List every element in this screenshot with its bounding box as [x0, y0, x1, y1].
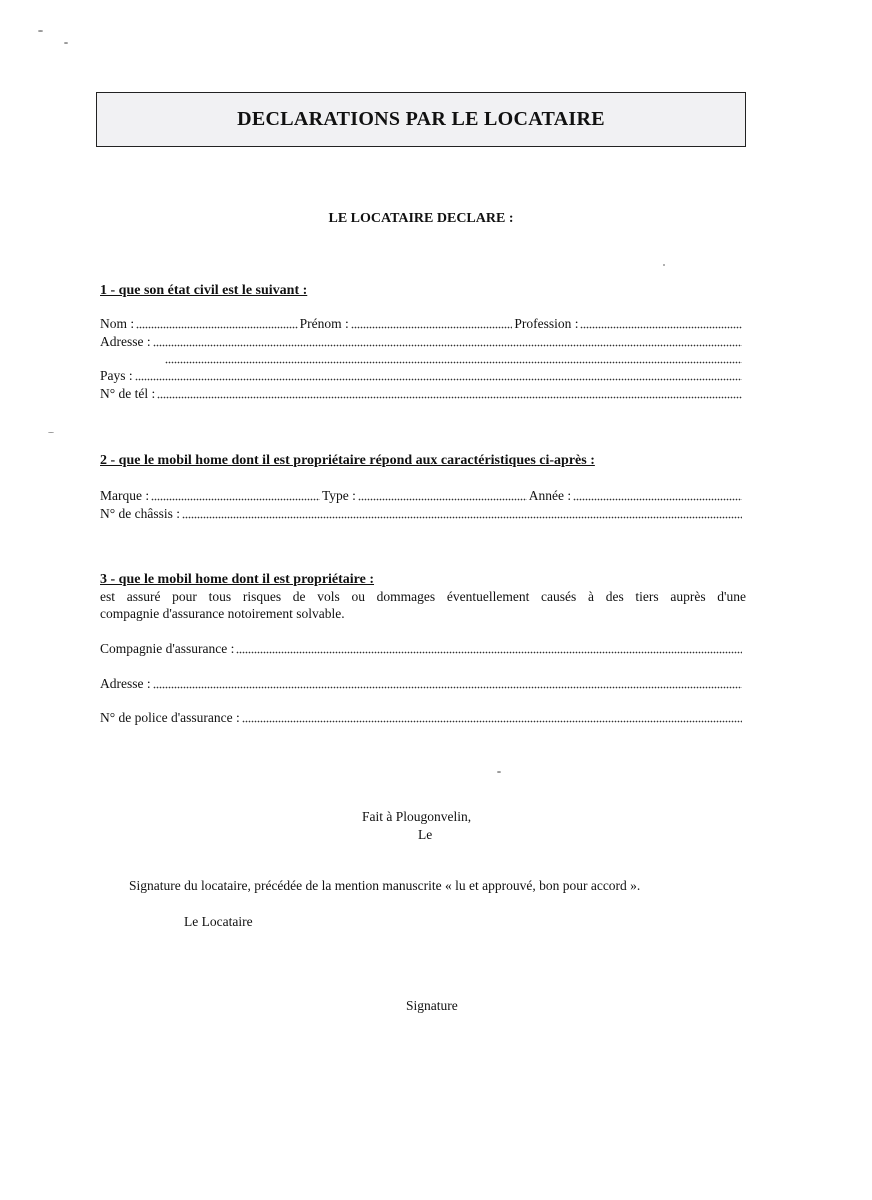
annee-field[interactable]	[573, 498, 742, 501]
locataire-label: Le Locataire	[184, 914, 253, 929]
signature-instructions: Signature du locataire, précédée de la mention manuscrite « lu et approuvé, bon pour accord ».	[129, 878, 641, 893]
scan-speck	[48, 432, 54, 433]
adresse-field[interactable]	[153, 344, 742, 347]
title-box	[96, 92, 746, 147]
document-title: DECLARATIONS PAR LE LOCATAIRE	[237, 108, 605, 130]
police-row	[100, 709, 744, 726]
nom-field[interactable]	[136, 326, 298, 329]
paragraph-line1: est assuré pour tous risques de vols ou dommages éventuellement causés à des tiers auprès d'une	[100, 589, 746, 604]
nom-label: Nom :	[100, 316, 135, 331]
police-label: N° de police d'assurance :	[100, 710, 240, 725]
scan-speck	[64, 42, 68, 44]
profession-field[interactable]	[580, 326, 742, 329]
chassis-label: N° de châssis :	[100, 506, 181, 521]
document-subtitle: LE LOCATAIRE DECLARE :	[328, 211, 514, 226]
marque-label: Marque :	[100, 488, 150, 503]
nom-prenom-profession-row	[100, 315, 744, 332]
adresse-field-line2[interactable]	[165, 361, 742, 364]
tel-field[interactable]	[157, 396, 742, 399]
type-label: Type :	[321, 488, 356, 503]
prenom-label: Prénom :	[299, 316, 349, 331]
insurance-paragraph	[100, 588, 746, 622]
prenom-field[interactable]	[351, 326, 513, 329]
paragraph-line2: compagnie d'assurance notoirement solvable.	[100, 606, 345, 621]
annee-label: Année :	[528, 488, 572, 503]
adresse-continuation-row	[163, 350, 744, 367]
adresse-label: Adresse :	[100, 334, 151, 349]
scan-speck	[38, 30, 43, 32]
chassis-row	[100, 505, 744, 522]
profession-label: Profession :	[514, 316, 579, 331]
compagnie-label: Compagnie d'assurance :	[100, 641, 235, 656]
assurance-adresse-row	[100, 675, 744, 692]
type-field[interactable]	[358, 498, 527, 501]
scan-speck	[497, 771, 501, 773]
compagnie-field[interactable]	[236, 651, 742, 654]
section3-heading: 3 - que le mobil home dont il est propriétaire :	[100, 572, 375, 587]
section1-heading: 1 - que son état civil est le suivant :	[100, 283, 308, 298]
marque-type-annee-row	[100, 487, 744, 504]
assurance-adresse-label: Adresse :	[100, 676, 151, 691]
marque-field[interactable]	[151, 498, 320, 501]
assurance-adresse-field[interactable]	[153, 686, 742, 689]
adresse-row	[100, 333, 744, 350]
pays-field[interactable]	[135, 378, 742, 381]
chassis-field[interactable]	[182, 516, 742, 519]
fait-a-text: Fait à Plougonvelin,	[362, 809, 472, 824]
tel-label: N° de tél :	[100, 386, 156, 401]
pays-label: Pays :	[100, 368, 133, 383]
section2-heading: 2 - que le mobil home dont il est propriétaire répond aux caractéristiques ci-après :	[100, 453, 595, 468]
compagnie-row	[100, 640, 744, 657]
pays-row	[100, 367, 744, 384]
signature-label: Signature	[406, 998, 458, 1013]
tel-row	[100, 385, 744, 402]
police-field[interactable]	[242, 720, 742, 723]
scan-speck	[663, 264, 665, 266]
le-date-text: Le	[418, 827, 433, 842]
